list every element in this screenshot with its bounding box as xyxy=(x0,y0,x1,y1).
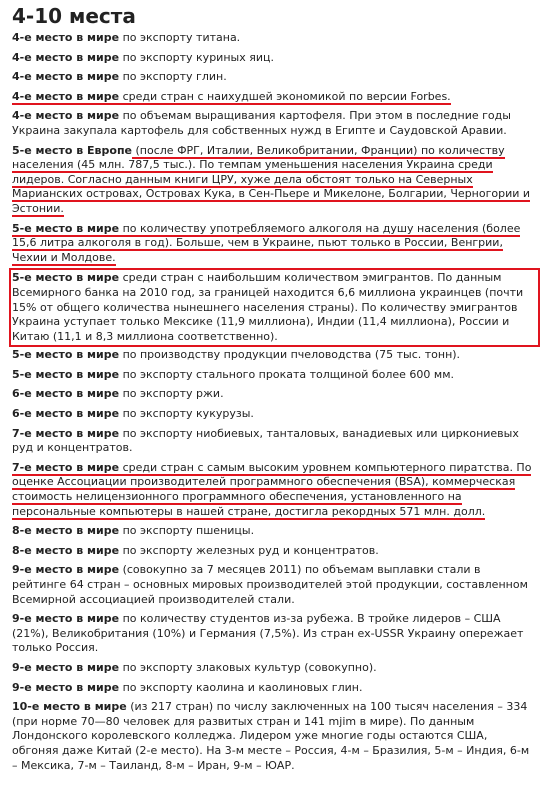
item-text: по экспорту стального проката толщиной более 600 мм. xyxy=(119,367,455,381)
list-item xyxy=(12,700,537,773)
item-text: по экспорту куриных яиц. xyxy=(119,50,274,64)
item-place: 4-е место в мире xyxy=(12,31,120,44)
list-item xyxy=(12,387,537,402)
item-text: по объемам выращивания картофеля. При этом в последние годы Украина закупала картофель для собственных нужд в Египте и Саудовской Аравии. xyxy=(12,109,511,137)
item-text: по экспорту каолина и каолиновых глин. xyxy=(119,680,363,694)
list-item xyxy=(12,427,537,456)
ranking-list xyxy=(12,31,537,773)
item-text: по количеству употребляемого алкоголя на душу населения (более 15,6 литра алкоголя в год). Больше, чем в Украине, пьют только в России, Венгрии, Чехии и Молдове. xyxy=(12,221,521,264)
item-text: по экспорту злаковых культур (совокупно). xyxy=(119,660,377,674)
item-place: 4-е место в мире xyxy=(12,70,120,84)
item-text: среди стран с наибольшим количеством эмигрантов. По данным Всемирного банка на 2010 год, за границей находится 6,6 миллиона украинцев (почти 15% от общего количества нынешнего населения страны). По количеству эмигрантов Украина уступает только Мексике (11,9 миллиона), Индии (11,4 миллиона), России и Китаю (11,1 и 8,3 миллиона соответственно). xyxy=(12,271,524,343)
item-text: среди стран с наихудшей экономикой по версии Forbes. xyxy=(119,89,451,103)
item-text: по экспорту титана. xyxy=(119,31,241,44)
list-item xyxy=(12,563,537,607)
page-title: 4-10 места xyxy=(12,4,136,28)
red-underline xyxy=(12,461,531,520)
item-place: 4-е место в мире xyxy=(12,109,120,123)
item-text: среди стран с самым высоким уровнем компьютерного пиратства. По оценке Ассоциации производителей программного обеспечения (BSA), коммерческая стоимость нелицензионного программного обеспечения, установленного на персональные компьютеры в нашей стране, достигла рекордных 571 млн. долл. xyxy=(12,460,532,518)
item-place: 5-е место в Европе xyxy=(12,143,133,157)
item-place: 9-е место в мире xyxy=(12,563,120,577)
red-underline xyxy=(12,222,520,266)
item-text: (из 217 стран) по числу заключенных на 100 тысяч населения – 334 (при норме 70—80 человек для развитых стран и 141 mjim в мире). По данным Лондонского королевского колледжа. Лидером уже многие годы остаются США, обгоняя даже Китай (2-е место). На 3-м месте – Россия, 4-м – Бразилия, 5-м – Индия, 6-м – Мексика, 7-м – Таиланд, 8-м – Иран, 9-м – ЮАР. xyxy=(12,700,530,772)
list-item xyxy=(12,368,537,383)
item-place: 9-е место в мире xyxy=(12,660,120,674)
item-place: 5-е место в мире xyxy=(12,221,120,235)
red-underline: (после ФРГ, Италии, Великобритании, Франции) по количеству населения (45 млн. 787,5 тыс.). По темпам уменьшения населения Украина среди лидеров. Согласно данным книги ЦРУ, хуже дела обстоят только на Северных Марианских островах, Островах Кука, в Сен-Пьере и Микелоне, Болгарии, Черногории и Эстонии. xyxy=(12,143,531,215)
item-text: по экспорту ржи. xyxy=(119,387,224,401)
item-place: 5-е место в мире xyxy=(12,367,120,381)
item-text: по экспорту пшеницы. xyxy=(119,524,255,538)
list-item xyxy=(12,31,537,46)
list-item xyxy=(12,661,537,676)
item-text: по производству продукции пчеловодства (75 тыс. тонн). xyxy=(119,348,461,362)
item-place: 4-е место в мире xyxy=(12,50,120,64)
item-place: 10-е место в мире xyxy=(12,700,127,714)
item-place: 7-е место в мире xyxy=(12,426,120,440)
item-place: 9-е место в мире xyxy=(12,612,120,626)
list-item-highlighted xyxy=(12,90,537,105)
item-text: по экспорту железных руд и концентратов. xyxy=(119,543,379,557)
item-text: (совокупно за 7 месяцев 2011) по объемам выплавки стали в рейтинге 64 стран – основных мировых производителей этой продукции, составленном Всемирной ассоциацией производителей стали. xyxy=(12,563,528,606)
item-text: по экспорту глин. xyxy=(119,70,227,84)
item-place: 5-е место в мире xyxy=(12,271,120,285)
list-item xyxy=(12,612,537,656)
item-place: 5-е место в мире xyxy=(12,348,120,362)
item-place: 6-е место в мире xyxy=(12,387,120,401)
list-item xyxy=(12,348,537,363)
list-item-highlighted xyxy=(12,461,537,519)
item-place: 9-е место в мире xyxy=(12,680,120,694)
item-place: 6-е место в мире xyxy=(12,407,120,421)
red-underline xyxy=(12,90,451,105)
list-item-highlighted xyxy=(12,222,537,266)
list-item-highlighted xyxy=(12,144,537,217)
list-item xyxy=(12,407,537,422)
list-item xyxy=(12,109,537,138)
list-item xyxy=(12,544,537,559)
list-item-boxed xyxy=(12,271,537,344)
item-text: по экспорту ниобиевых, танталовых, ванадиевых или циркониевых руд и концентратов. xyxy=(12,426,519,455)
item-text: по экспорту кукурузы. xyxy=(119,407,254,421)
item-place: 4-е место в мире xyxy=(12,89,120,103)
item-text: по количеству студентов из-за рубежа. В тройке лидеров – США (21%), Великобритания (10%) и Германия (7,5%). Из стран ex-USSR Украину опережает только Россия. xyxy=(12,612,524,655)
item-place: 8-е место в мире xyxy=(12,524,120,538)
item-place: 7-е место в мире xyxy=(12,460,120,474)
item-place: 8-е место в мире xyxy=(12,543,120,557)
list-item xyxy=(12,51,537,66)
list-item xyxy=(12,70,537,85)
list-item xyxy=(12,681,537,696)
list-item xyxy=(12,524,537,539)
